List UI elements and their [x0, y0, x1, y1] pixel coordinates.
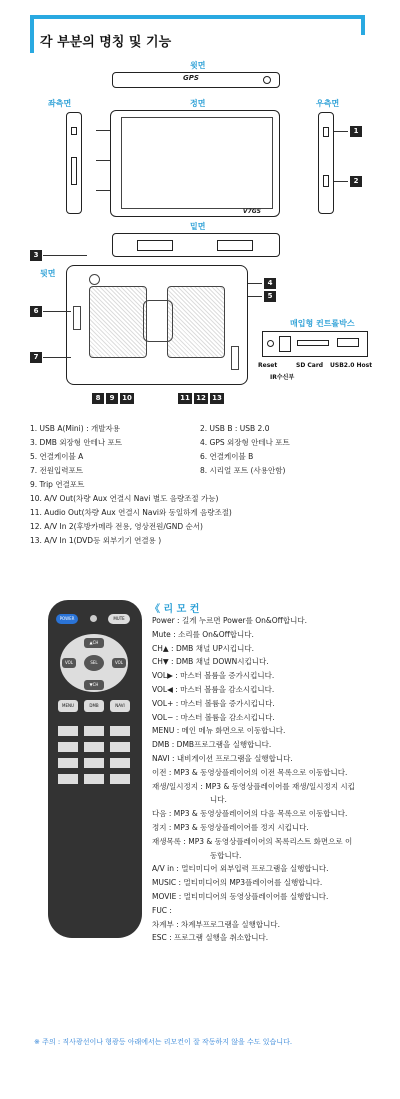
control-box	[262, 331, 368, 357]
remote-control	[48, 600, 142, 938]
label-usb-host: USB2.0 Host	[330, 362, 373, 369]
device-right-side	[318, 112, 334, 214]
label-ir: IR수신부	[270, 374, 295, 381]
device-screen	[121, 117, 273, 209]
label-sd-card: SD Card	[296, 362, 324, 369]
remote-key-ch-down: ▼CH	[84, 680, 104, 690]
part-12: 12. A/V In 2(후방카메라 전용, 영상전원/GND 순서)	[30, 522, 203, 531]
device-left-side	[66, 112, 82, 214]
part-4: 4. GPS 외장형 안테나 포트	[200, 438, 290, 447]
remote-key-description: 동합니다.	[210, 850, 242, 860]
control-box-title: 매입형 컨트롤박스	[290, 319, 355, 328]
remote-key-description: MUSIC : 멀티미디어의 MP3플레이어를 실행합니다.	[152, 878, 323, 888]
label-back-view: 뒷면	[40, 269, 56, 278]
remote-key-mute: MUTE	[108, 614, 130, 624]
remote-key-description: CH▼ : DMB 채널 DOWN시킵니다.	[152, 657, 269, 667]
page-title: 각 부분의 명칭 및 기능	[40, 35, 172, 50]
remote-key-description: VOL+ : 마스터 볼륨을 증가시킵니다.	[152, 698, 275, 708]
device-back-view	[66, 265, 248, 385]
callout-3: 3	[30, 250, 42, 261]
callout-10: 10	[120, 393, 134, 404]
device-front	[110, 110, 280, 217]
part-2: 2. USB B : USB 2.0	[200, 424, 270, 433]
remote-key-menu: MENU	[58, 700, 78, 712]
remote-key-description: 재생목록 : MP3 & 동영상플레이어의 목록리스트 화면으로 이	[152, 836, 353, 846]
callout-7: 7	[30, 352, 42, 363]
remote-key-description: DMB : DMB프로그램을 실행합니다.	[152, 740, 272, 750]
part-8: 8. 시리얼 포트 (사용안함)	[200, 466, 286, 475]
label-top-view: 윗면	[190, 61, 206, 70]
remote-key-description: NAVI : 내비게이션 프로그램을 실행합니다.	[152, 753, 293, 763]
part-6: 6. 연결케이블 B	[200, 452, 254, 461]
remote-key-power: POWER	[56, 614, 78, 624]
part-11: 11. Audio Out(차량 Aux 연결시 Navi와 동일하게 음량조절)	[30, 508, 232, 517]
device-top-view	[112, 72, 280, 88]
remote-key-description: 다음 : MP3 & 동영상플레이어의 다음 목록으로 이동합니다.	[152, 809, 348, 819]
top-logo: GPS	[183, 74, 199, 82]
label-reset: Reset	[258, 362, 278, 369]
remote-key-description: Mute : 소리를 On&Off합니다.	[152, 629, 254, 639]
callout-8: 8	[92, 393, 104, 404]
remote-title: 《 리 모 컨	[150, 604, 200, 615]
label-bottom-view: 밑면	[190, 222, 206, 231]
callout-13: 13	[210, 393, 224, 404]
remote-key-navi: NAVI	[110, 700, 130, 712]
remote-key-vol-right: VOL	[112, 658, 126, 668]
remote-key-description: CH▲ : DMB 채널 UP시킵니다.	[152, 643, 254, 653]
section-title-box	[30, 15, 365, 55]
remote-key-description: A/V in : 멀티미디어 외부입력 프로그램을 실행합니다.	[152, 864, 329, 874]
remote-key-list	[152, 614, 355, 945]
part-7: 7. 전원입력포트	[30, 466, 84, 475]
remote-key-description: 이전 : MP3 & 동영상플레이어의 이전 목록으로 이동합니다.	[152, 767, 348, 777]
remote-key-description: ESC : 프로그램 실행을 취소합니다.	[152, 933, 269, 943]
part-5: 5. 연결케이블 A	[30, 452, 84, 461]
callout-12: 12	[194, 393, 208, 404]
callout-6: 6	[30, 306, 42, 317]
part-3: 3. DMB 외장형 안테나 포트	[30, 438, 123, 447]
remote-key-description: MOVIE : 멀티미디어의 동영상플레이어를 실행합니다.	[152, 891, 329, 901]
part-13: 13. A/V In 1(DVD등 외부기기 연결용 )	[30, 536, 162, 545]
remote-key-description: 재생/일시정지 : MP3 & 동영상플레이어를 재생/일시정지 시킵	[152, 781, 355, 791]
remote-key-description: FUC :	[152, 905, 172, 915]
callout-1: 1	[350, 126, 362, 137]
part-10: 10. A/V Out(차량 Aux 연결시 Navi 별도 음량조절 가능)	[30, 494, 219, 503]
parts-list	[30, 422, 290, 548]
remote-key-description: 니다.	[210, 795, 227, 805]
callout-4: 4	[264, 278, 276, 289]
caution-note: ※ 주의 : 직사광선이나 형광등 아래에서는 리모컨이 잘 작동하지 않을 수도 있습니다.	[34, 1038, 293, 1046]
label-left-view: 좌측면	[48, 99, 72, 108]
callout-5: 5	[264, 291, 276, 302]
part-9: 9. Trip 연결포트	[30, 480, 85, 489]
callout-11: 11	[178, 393, 192, 404]
part-1: 1. USB A(Mini) : 개발자용	[30, 424, 120, 433]
remote-key-description: 차계부 : 차계부프로그램을 실행합니다.	[152, 919, 280, 929]
screen-logo: V7GS	[242, 208, 261, 215]
remote-key-description: VOL◀ : 마스터 볼륨을 감소시킵니다.	[152, 684, 275, 694]
remote-key-description: VOL− : 마스터 볼륨을 감소시킵니다.	[152, 712, 275, 722]
label-front-view: 정면	[190, 99, 206, 108]
remote-key-ch-up: ▲CH	[84, 638, 104, 648]
remote-key-description: MENU : 메인 메뉴 화면으로 이동합니다.	[152, 726, 286, 736]
callout-2: 2	[350, 176, 362, 187]
remote-key-dmb: DMB	[84, 700, 104, 712]
callout-9: 9	[106, 393, 118, 404]
label-right-view: 우측면	[316, 99, 340, 108]
remote-key-vol-left: VOL	[62, 658, 76, 668]
remote-key-description: VOL▶ : 마스터 볼륨을 증가시킵니다.	[152, 671, 275, 681]
remote-key-sel: SEL	[84, 655, 104, 671]
remote-key-description: Power : 길게 누르면 Power를 On&Off합니다.	[152, 616, 307, 625]
remote-key-description: 정지 : MP3 & 동영상플레이어를 정지 시킵니다.	[152, 822, 309, 832]
device-bottom-view	[112, 233, 280, 257]
